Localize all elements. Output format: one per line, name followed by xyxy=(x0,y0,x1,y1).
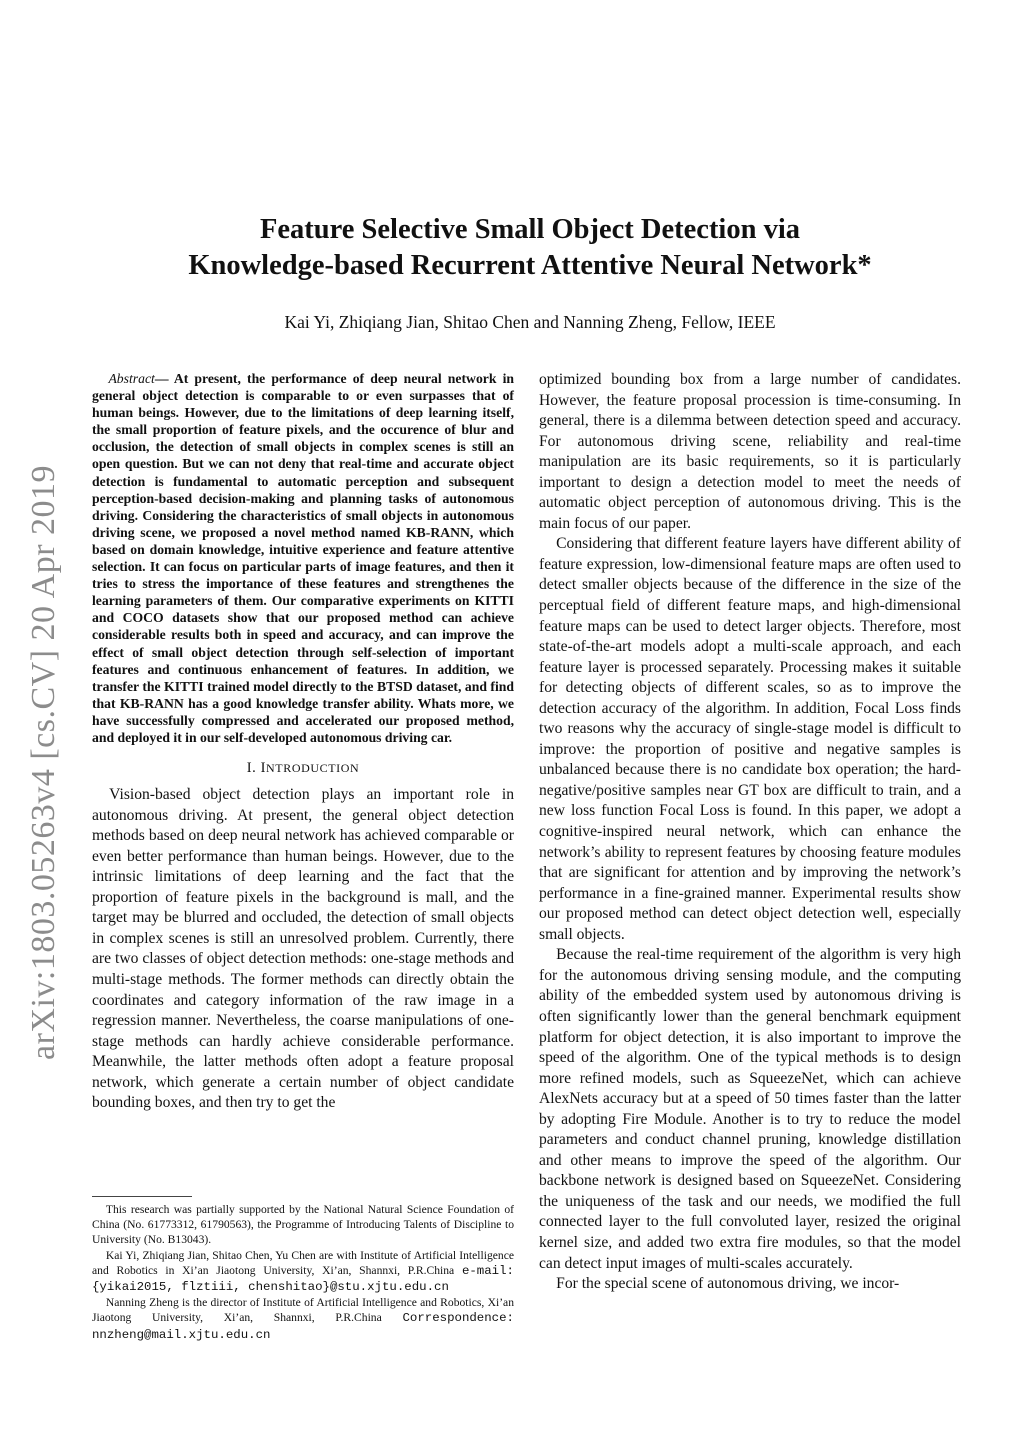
footnote-funding: This research was partially supported by the National Natural Science Foundation of China (No. 61773312, 61790563), the Programme of Introducing Talents of Discipline to University (No. B13043). xyxy=(92,1203,514,1247)
footnote-affiliation-1 xyxy=(92,1248,514,1296)
footnote-rule xyxy=(92,1196,192,1197)
footnotes xyxy=(92,1196,514,1343)
section-number: I. xyxy=(246,760,257,777)
right-column xyxy=(539,370,961,1295)
right-paragraph-2: Considering that different feature layers have different ability of feature expression, low-dimensional feature maps are often used to detect smaller objects because of the difference in the size of the perceptual field of different feature maps, and high-dimensional feature maps can be used to detect larger objects. Therefore, most state-of-the-art models adopt a multi-scale approach, and each feature layer is processed separately. Processing makes it suitable for detecting objects of different scales, so as to improve the detection accuracy of the algorithm. In addition, Focal Loss finds two reasons why the accuracy of single-stage model is difficult to improve: the proportion of positive and negative samples is unbalanced because there is no candidate box operation; the hard-negative/positive samples near GT box are difficult to train, and a new loss function Focal Loss is found. In this paper, we adopt a cognitive-inspired neural network, which can enhance the network’s ability to represent features by choosing feature modules that are significant for attention and by improving the network’s performance in a fine-grained manner. Experimental results show our proposed method can detect object detection well, especially small objects. xyxy=(539,535,961,943)
paper-title xyxy=(100,212,960,284)
abstract-label: Abstract xyxy=(108,371,155,386)
right-paragraph-3: Because the real-time requirement of the algorithm is very high for the autonomous driving sensing module, and the computing ability of the embedded system used by autonomous driving is often significantly lower than the general benchmark equipment platform for object detection, it is also important to improve the speed of the algorithm. One of the typical methods is to design more refined models, such as SqueezeNet, which can achieve AlexNets accuracy but at a speed of 50 times faster than the latter by adopting Fire Module. Another is to try to reduce the model parameters and conduct channel pruning, knowledge distillation and other means to improve the speed of the algorithm. Our backbone network is designed based on SqueezeNet. Considering the uniqueness of the task and our needs, we modified the full connected layer to the full convoluted layer, resized the original kernel size, and added two extra fire modules, so that the model can detect input images of multi-scales accurately. xyxy=(539,946,961,1272)
title-line-2: Knowledge-based Recurrent Attentive Neural Network* xyxy=(188,250,872,281)
affiliation-2-text: Nanning Zheng is the director of Institute of Artificial Intelligence and Robotics, Xi’an Jiaotong University, Xi’an, Shannxi, P.R.China xyxy=(92,1296,514,1325)
section-title-initial: I xyxy=(260,760,267,777)
correspondence-email: Correspondence: nnzheng@mail.xjtu.edu.cn xyxy=(92,1311,514,1342)
abstract-text: — At present, the performance of deep neural network in general object detection is comparable to or even surpasses that of human beings. However, due to the limitations of deep learning itself, the small proportion of feature pixels, and the occurence of blur and occlusion, the detection of small objects in complex scenes is still an open question. But we can not deny that real-time and accurate object detection is fundamental to automatic perception and subsequent perception-based decision-making and planning tasks of autonomous driving. Considering the characteristics of small objects in autonomous driving scene, we proposed a novel method named KB-RANN, which based on domain knowledge, intuitive experience and feature attentive selection. It can focus on particular parts of image features, and then it tries to stress the importance of these features and strengthenes the learning parameters of them. Our comparative experiments on KITTI and COCO datasets show that our proposed method can achieve considerable results both in speed and accuracy, and can improve the effect of small object detection through self-selection of important features and continuous enhancement of features. In addition, we transfer the KITTI trained model directly to the BTSD dataset, and find that KB-RANN has a good knowledge transfer ability. Whats more, we have successfully compressed and accelerated our proposed method, and deployed it in our self-developed autonomous driving car. xyxy=(92,371,514,745)
footnote-affiliation-2 xyxy=(92,1295,514,1343)
affiliation-1-text: Kai Yi, Zhiqiang Jian, Shitao Chen, Yu Chen are with Institute of Artificial Intelligence and Robotics in Xi’an Jiaotong University, Xi’an, Shannxi, P.R.China xyxy=(92,1248,514,1277)
title-line-1: Feature Selective Small Object Detection via xyxy=(259,214,800,245)
arxiv-identifier: arXiv:1803.05263v4 [cs.CV] 20 Apr 2019 xyxy=(25,464,62,1060)
section-title-rest: NTRODUCTION xyxy=(266,761,360,776)
intro-paragraph-1: Vision-based object detection plays an important role in autonomous driving. At present, the general object detection methods based on deep neural network has achieved comparable or even better performance than human beings. However, due to the intrinsic limitations of deep learning and the fact that the proportion of feature pixels in the background is mall, and the target may be blurred and occluded, the detection of small objects in complex scenes is still an unresolved problem. Currently, there are two classes of object detection methods: one-stage methods and multi-stage methods. The former methods can directly obtain the coordinates and category information of the raw image in a regression manner. Nevertheless, the coarse manipulations of one-stage methods can hardly achieve considerable performance. Meanwhile, the latter methods often adopt a feature proposal network, which generate a certain number of object candidate bounding boxes, and then try to get the xyxy=(92,786,514,1112)
author-emails: e-mail:{yikai2015, flztiii, chenshitao}@stu.xjtu.edu.cn xyxy=(92,1263,514,1295)
left-column xyxy=(92,370,514,1114)
section-heading-introduction xyxy=(92,760,514,777)
right-paragraph-1: optimized bounding box from a large number of candidates. However, the feature proposal procession is time-consuming. In general, there is a dilemma between detection speed and accuracy. For autonomous driving scene, reliability and real-time manipulation are its basic requirements, so it is particularly important to design a detection model to meet the needs of automatic object perception of autonomous driving. This is the main focus of our paper. xyxy=(539,371,961,532)
abstract xyxy=(92,370,514,746)
author-list: Kai Yi, Zhiqiang Jian, Shitao Chen and Nanning Zheng, Fellow, IEEE xyxy=(284,312,776,332)
right-paragraph-4: For the special scene of autonomous driving, we incor- xyxy=(556,1275,900,1293)
